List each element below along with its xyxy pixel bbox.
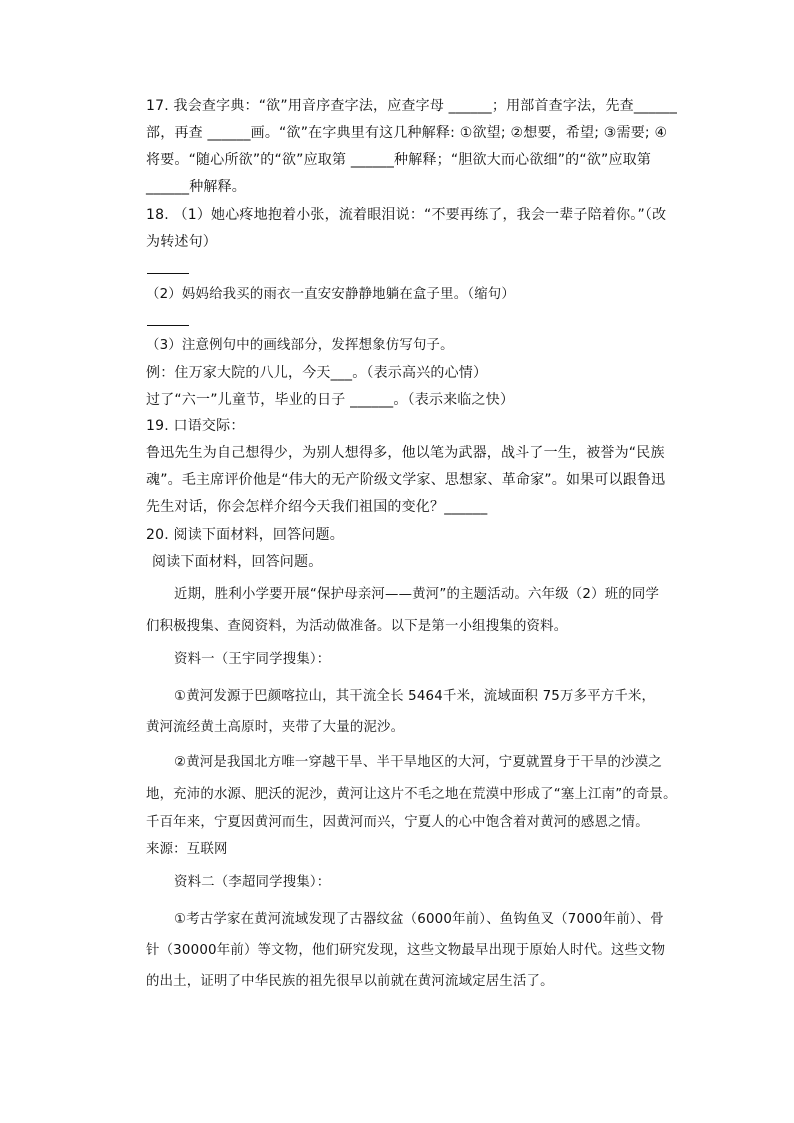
- q19-title: 19. 口语交际：: [146, 418, 245, 434]
- q17-line-3: 将要。“随心所欲”的“欲”应取第 ______种解释；“胆欲大而心欲细”的“欲”应取第: [146, 152, 652, 168]
- material-1-item-2-line-2: 地，充沛的水源、肥沃的泥沙，黄河让这片不毛之地在荒漠中形成了“塞上江南”的奇景。: [146, 787, 677, 802]
- answer-blank-2[interactable]: [147, 325, 189, 326]
- q18-task: 过了“六一”儿童节，毕业的日子 ______。（表示来临之快）: [146, 392, 515, 408]
- q18-example: 例：住万家大院的八儿，今天___。（表示高兴的心情）: [146, 365, 488, 381]
- q19-line-1: 鲁迅先生为自己想得少，为别人想得多，他以笔为武器，战斗了一生，被誉为“民族: [146, 445, 665, 461]
- material-1-heading: 资料一（王宇同学搜集）：: [174, 652, 331, 667]
- q18-part-3: （3）注意例句中的画线部分，发挥想象仿写句子。: [146, 338, 454, 353]
- q17-line-4: ______种解释。: [146, 179, 246, 195]
- material-1-item-2-line-1: ②黄河是我国北方唯一穿越干旱、半干旱地区的大河，宁夏就置身于干旱的沙漠之: [174, 755, 662, 770]
- q18-line-2: 为转述句）: [146, 234, 217, 250]
- material-2-item-1-line-1: ①考古学家在黄河流域发现了古器纹盆（6000年前）、鱼钩鱼叉（7000年前）、骨: [174, 912, 664, 927]
- material-1-item-2-line-3: 千百年来，宁夏因黄河而生，因黄河而兴，宁夏人的心中饱含着对黄河的感恩之情。: [146, 815, 649, 830]
- q20-subtitle: 阅读下面材料，回答问题。: [152, 554, 323, 570]
- q20-intro-line-1: 近期，胜利小学要开展“保护母亲河——黄河”的主题活动。六年级（2）班的同学: [174, 587, 660, 602]
- q17-line-1: 17. 我会查字典：“欲”用音序查字法，应查字母 ______；用部首查字法，先查______: [146, 98, 678, 114]
- q17-line-2: 部，再查 ______画。“欲”在字典里有这几种解释: ①欲望; ②想要，希望; ③需要; ④: [146, 125, 668, 141]
- q19-line-3: 先生对话，你会怎样介绍今天我们祖国的变化？______: [146, 499, 488, 515]
- q20-intro-line-2: 们积极搜集、查阅资料，为活动做准备。以下是第一小组搜集的资料。: [146, 619, 568, 634]
- material-1-item-1-line-2: 黄河流经黄土高原时，夹带了大量的泥沙。: [146, 720, 405, 735]
- material-1-item-1-line-1: ①黄河发源于巴颜喀拉山，其干流全长 5464千米，流域面积 75万多平方千米，: [174, 689, 656, 704]
- q20-title: 20. 阅读下面材料，回答问题。: [146, 527, 344, 543]
- q18-part-2: （2）妈妈给我买的雨衣一直安安静静地躺在盒子里。（缩句）: [146, 287, 515, 302]
- q19-line-2: 魂”。毛主席评价他是“伟大的无产阶级文学家、思想家、革命家”。如果可以跟鲁迅: [146, 472, 666, 488]
- q18-line-1: 18. （1）她心疼地抱着小张，流着眼泪说：“不要再练了，我会一辈子陪着你。”（改: [146, 207, 667, 223]
- answer-blank-1[interactable]: [147, 273, 189, 274]
- source-line: 来源：互联网: [146, 842, 228, 857]
- material-2-item-1-line-3: 的出土，证明了中华民族的祖先很早以前就在黄河流域定居生活了。: [146, 974, 554, 989]
- material-2-item-1-line-2: 针（30000年前）等文物，他们研究发现，这些文物最早出现于原始人时代。这些文物: [146, 943, 666, 958]
- material-2-heading: 资料二（李超同学搜集）：: [174, 875, 331, 890]
